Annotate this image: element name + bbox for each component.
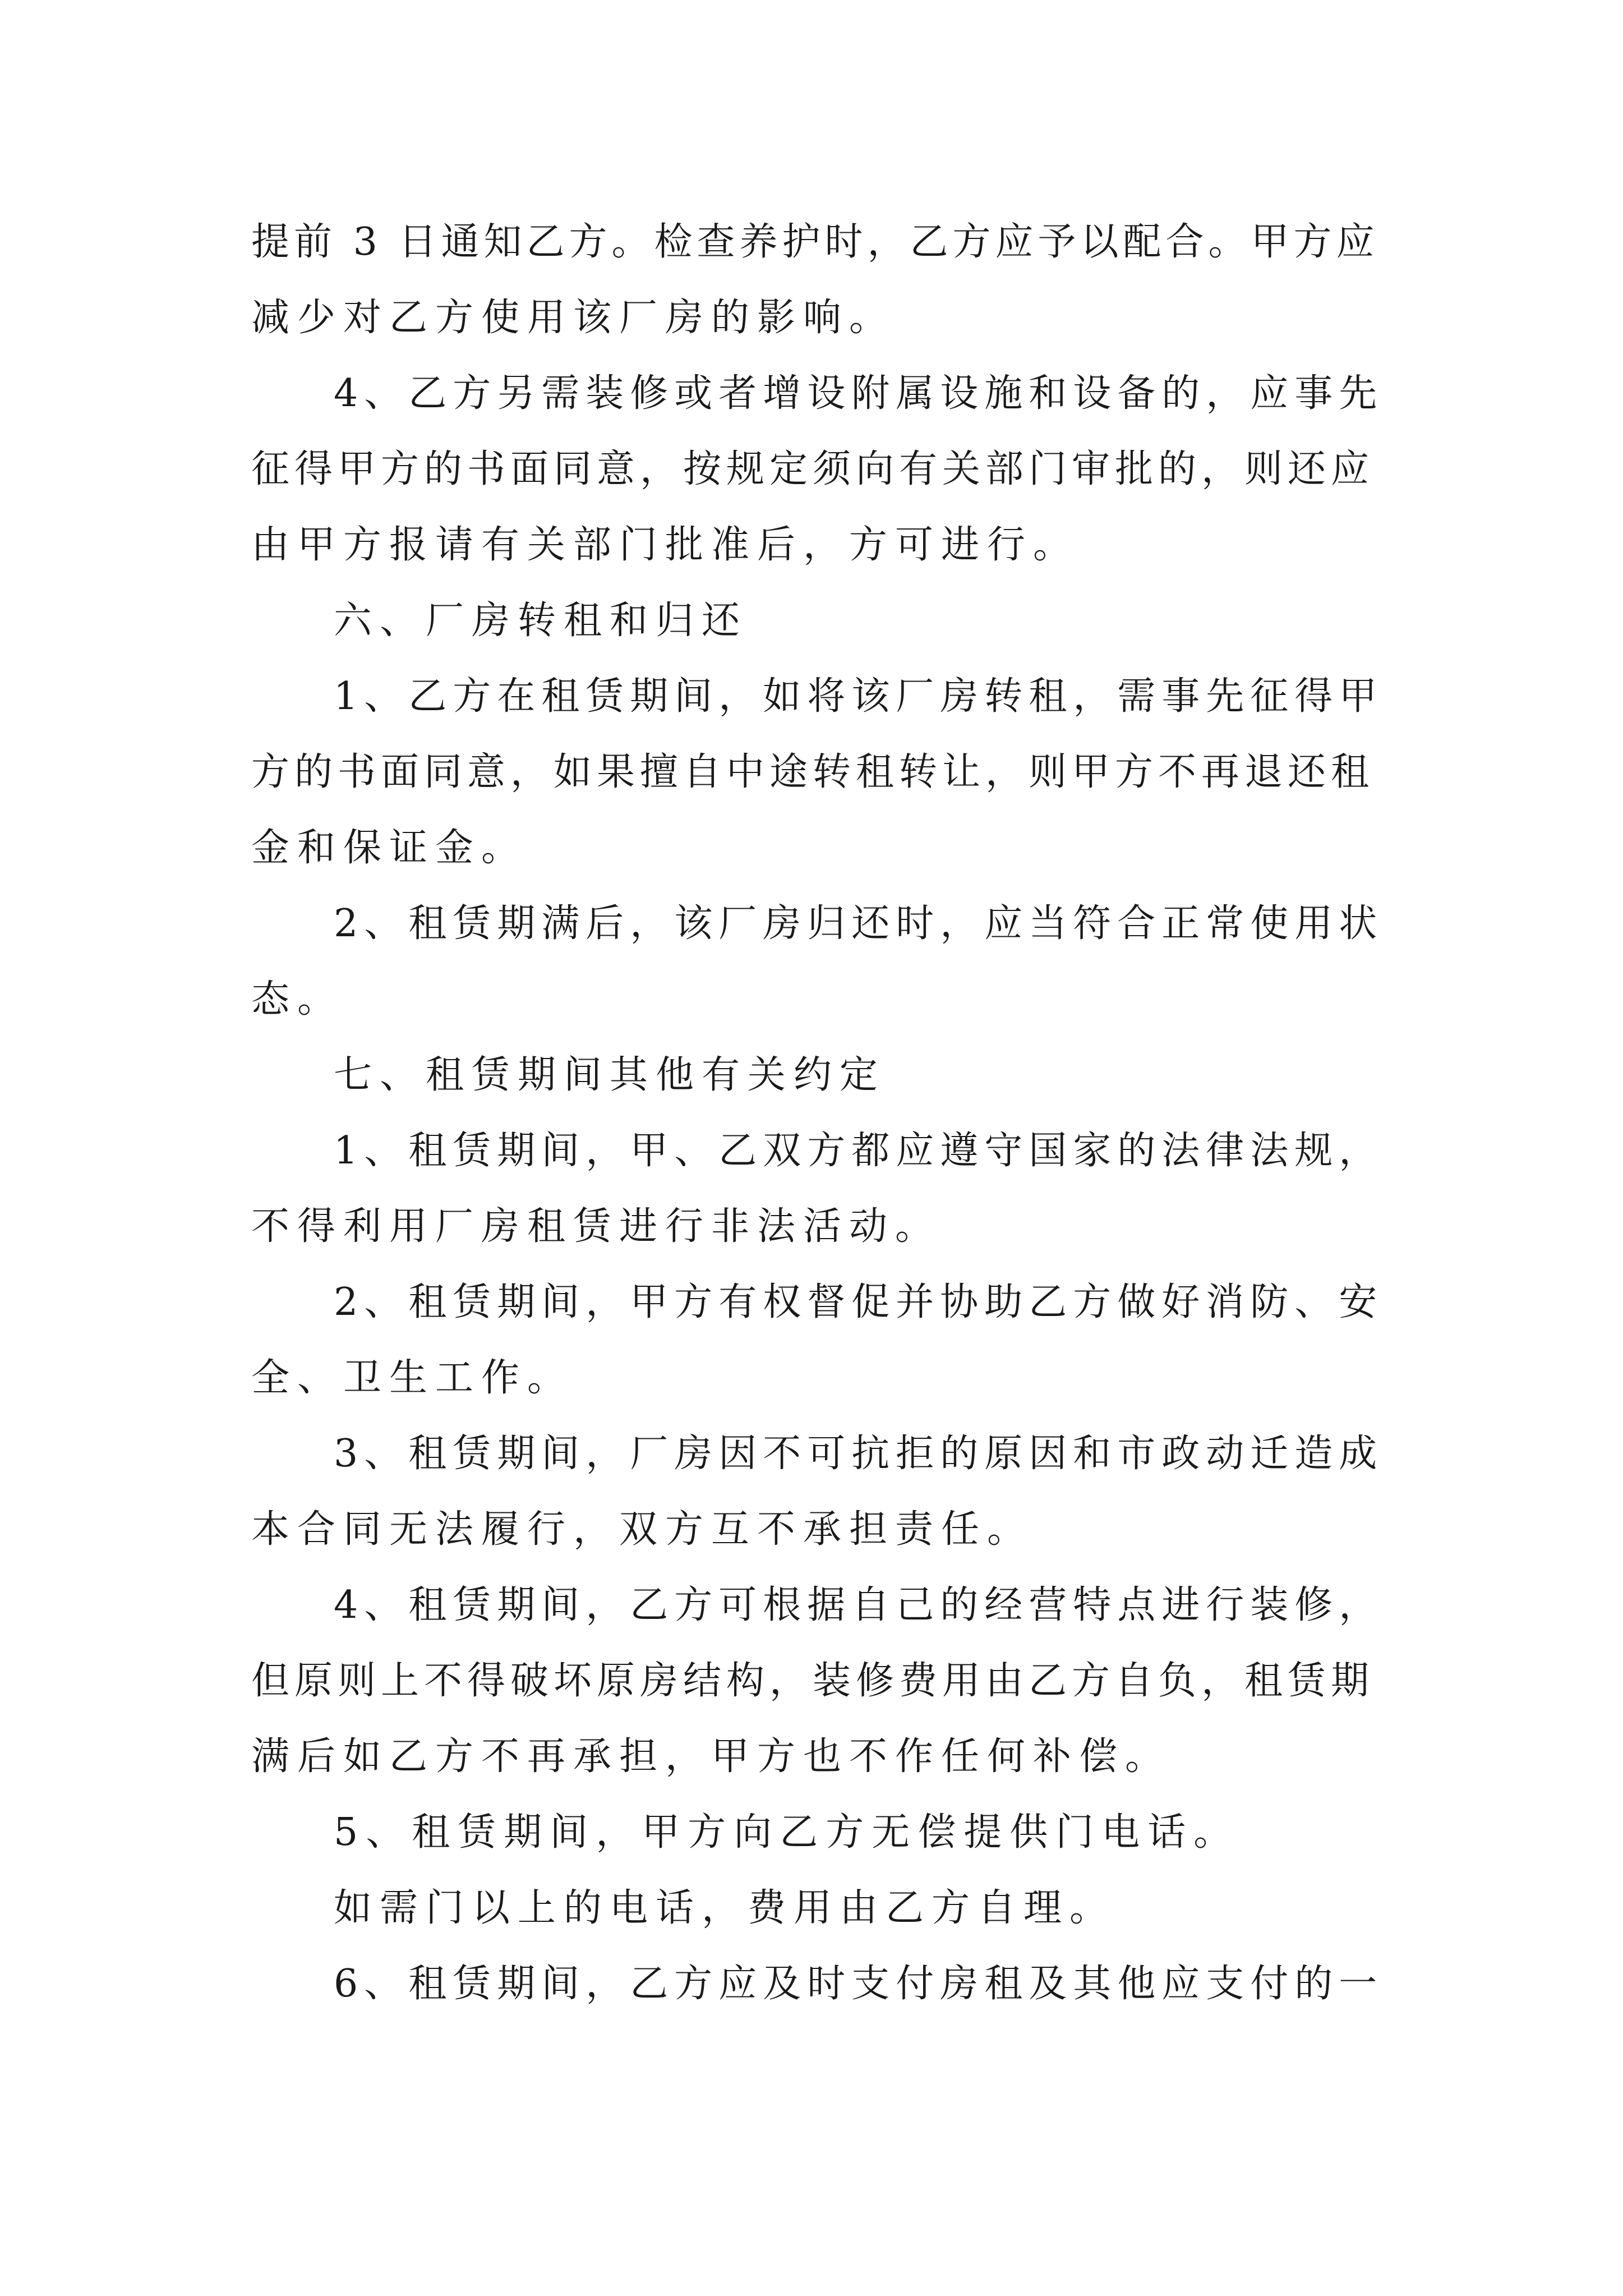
text-line: 态。 [251,977,344,1022]
text-line: 如需门以上的电话，费用由乙方自理。 [334,1886,1116,1930]
text-line: 1、乙方在租赁期间，如将该厂房转租，需事先征得甲 [334,674,1384,719]
text-line: 不得利用厂房租赁进行非法活动。 [251,1204,942,1249]
text-line: 5、租赁期间，甲方向乙方无偿提供门电话。 [334,1810,1240,1855]
section-heading: 六、厂房转租和归还 [334,599,748,643]
text-line: 方的书面同意，如果擅自中途转租转让，则甲方不再退还租 [251,750,1375,794]
text-line: 2、租赁期满后，该厂房归还时，应当符合正常使用状 [334,901,1384,946]
text-line: 但原则上不得破坏原房结构，装修费用由乙方自负，租赁期 [251,1659,1375,1703]
text-line: 4、租赁期间，乙方可根据自己的经营特点进行装修， [334,1583,1384,1627]
text-line: 1、租赁期间，甲、乙双方都应遵守国家的法律法规， [334,1129,1384,1173]
text-line: 4、乙方另需装修或者增设附属设施和设备的，应事先 [334,371,1384,416]
text-line: 2、租赁期间，甲方有权督促并协助乙方做好消防、安 [334,1280,1384,1324]
text-line: 6、租赁期间，乙方应及时支付房租及其他应支付的一 [334,1962,1384,2006]
text-line: 满后如乙方不再承担，甲方也不作任何补偿。 [251,1734,1172,1779]
text-line: 征得甲方的书面同意，按规定须向有关部门审批的，则还应 [251,447,1375,491]
text-line: 由甲方报请有关部门批准后，方可进行。 [251,523,1080,567]
text-line: 提前 3 日通知乙方。检查养护时，乙方应予以配合。甲方应 [251,220,1379,264]
text-line: 金和保证金。 [251,826,528,870]
text-line: 全、卫生工作。 [251,1356,574,1400]
text-line: 3、租赁期间，厂房因不可抗拒的原因和市政动迁造成 [334,1432,1384,1476]
section-heading: 七、租赁期间其他有关约定 [334,1053,886,1097]
text-line: 本合同无法履行，双方互不承担责任。 [251,1507,1034,1552]
text-line: 减少对乙方使用该厂房的影响。 [251,296,896,340]
